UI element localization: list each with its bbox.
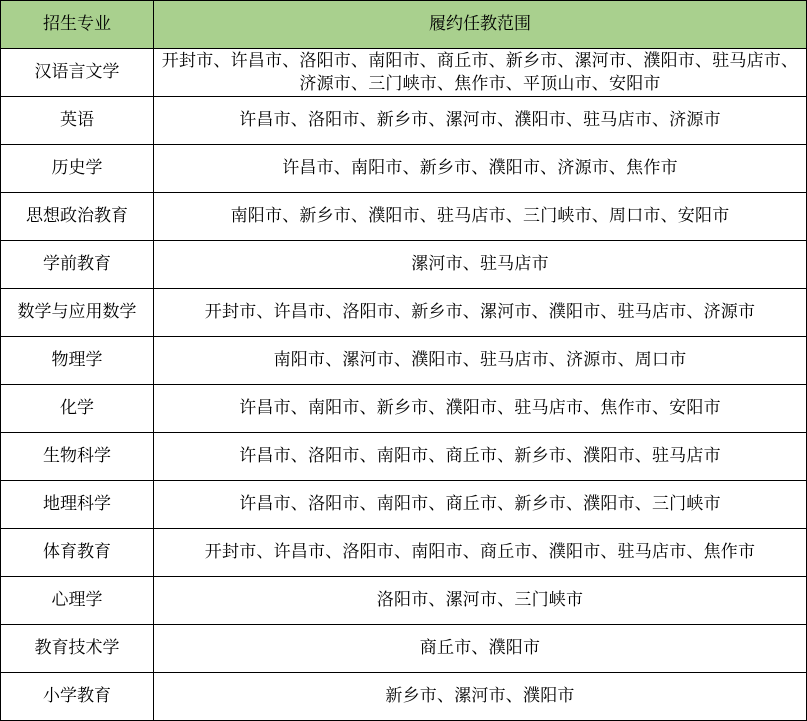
table-row (1, 385, 807, 433)
row-cities: 许昌市、洛阳市、新乡市、漯河市、濮阳市、驻马店市、济源市 (154, 97, 807, 145)
row-major: 心理学 (1, 577, 154, 625)
table-row (1, 625, 807, 673)
header-cities: 履约任教范围 (154, 1, 807, 49)
row-cities: 许昌市、南阳市、新乡市、濮阳市、济源市、焦作市 (154, 145, 807, 193)
row-major: 生物科学 (1, 433, 154, 481)
table-row (1, 49, 807, 97)
row-major: 化学 (1, 385, 154, 433)
table-row (1, 481, 807, 529)
row-major: 教育技术学 (1, 625, 154, 673)
row-major: 物理学 (1, 337, 154, 385)
row-major: 体育教育 (1, 529, 154, 577)
table-header-row (1, 1, 807, 49)
table-row (1, 145, 807, 193)
row-cities: 许昌市、洛阳市、南阳市、商丘市、新乡市、濮阳市、驻马店市 (154, 433, 807, 481)
row-major: 小学教育 (1, 673, 154, 721)
row-major: 学前教育 (1, 241, 154, 289)
table-row (1, 433, 807, 481)
row-major: 历史学 (1, 145, 154, 193)
row-major: 地理科学 (1, 481, 154, 529)
row-major: 思想政治教育 (1, 193, 154, 241)
row-cities: 开封市、许昌市、洛阳市、新乡市、漯河市、濮阳市、驻马店市、济源市 (154, 289, 807, 337)
table-row (1, 289, 807, 337)
row-major: 汉语言文学 (1, 49, 154, 97)
row-cities: 漯河市、驻马店市 (154, 241, 807, 289)
row-cities: 开封市、许昌市、洛阳市、南阳市、商丘市、濮阳市、驻马店市、焦作市 (154, 529, 807, 577)
row-cities: 南阳市、新乡市、濮阳市、驻马店市、三门峡市、周口市、安阳市 (154, 193, 807, 241)
row-cities: 洛阳市、漯河市、三门峡市 (154, 577, 807, 625)
row-cities: 许昌市、南阳市、新乡市、濮阳市、驻马店市、焦作市、安阳市 (154, 385, 807, 433)
row-cities: 许昌市、洛阳市、南阳市、商丘市、新乡市、濮阳市、三门峡市 (154, 481, 807, 529)
table-row (1, 673, 807, 721)
table-row (1, 529, 807, 577)
table-row (1, 193, 807, 241)
table-row (1, 241, 807, 289)
table-row (1, 97, 807, 145)
row-major: 数学与应用数学 (1, 289, 154, 337)
header-major: 招生专业 (1, 1, 154, 49)
row-major: 英语 (1, 97, 154, 145)
row-cities: 开封市、许昌市、洛阳市、南阳市、商丘市、新乡市、漯河市、濮阳市、驻马店市、济源市、三门峡市、焦作市、平顶山市、安阳市 (154, 49, 807, 97)
row-cities: 新乡市、漯河市、濮阳市 (154, 673, 807, 721)
table-row (1, 337, 807, 385)
row-cities: 南阳市、漯河市、濮阳市、驻马店市、济源市、周口市 (154, 337, 807, 385)
row-cities: 商丘市、濮阳市 (154, 625, 807, 673)
table-row (1, 577, 807, 625)
